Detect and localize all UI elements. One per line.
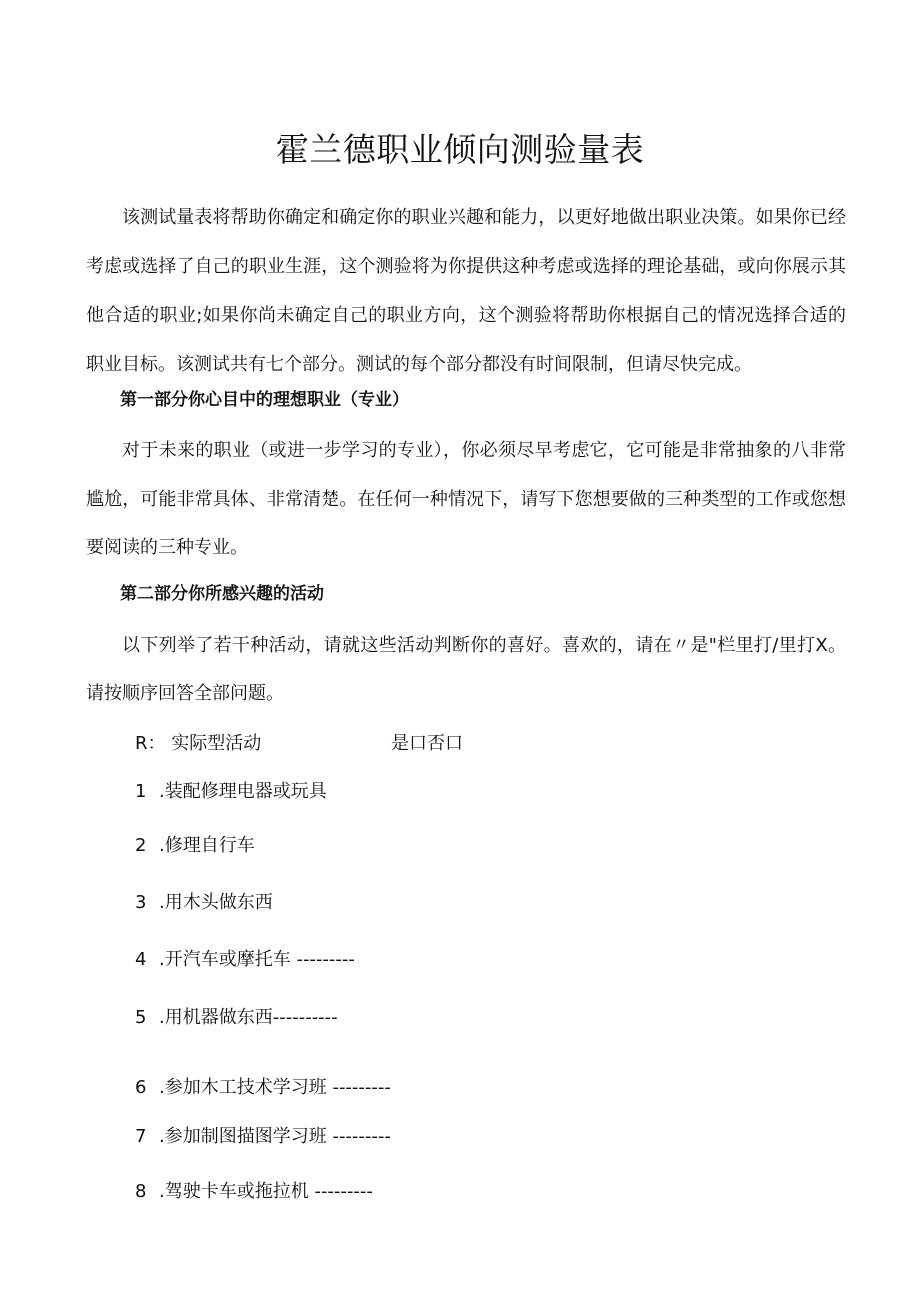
section-r-options: 是口否口 bbox=[391, 733, 463, 754]
item-text: .开汽车或摩托车 --------- bbox=[159, 949, 355, 970]
list-item bbox=[135, 891, 273, 915]
list-item bbox=[135, 1125, 391, 1149]
item-number: 7 bbox=[135, 1126, 147, 1147]
part1-body: 对于未来的职业（或进一步学习的专业），你必须尽早考虑它，它可能是非常抽象的八非常尴尬，可能非常具体、非常清楚。在任何一种情况下，请写下您想要做的三种类型的工作或您想要阅读的三种专业。 bbox=[86, 440, 846, 558]
part1-heading: 第一部分你心目中的理想职业（专业） bbox=[120, 390, 409, 410]
intro-paragraph: 该测试量表将帮助你确定和确定你的职业兴趣和能力，以更好地做出职业决策。如果你已经考虑或选择了自己的职业生涯，这个测验将为你提供这种考虑或选择的理论基础，或向你展示其他合适的职业;如果你尚未确定自己的职业方向，这个测验将帮助你根据自己的情况选择合适的职业目标。该测试共有七个部分。测试的每个部分都没有时间限制，但请尽快完成。 bbox=[86, 207, 846, 375]
item-number: 3 bbox=[135, 892, 147, 913]
item-number: 4 bbox=[135, 949, 147, 970]
list-item bbox=[135, 780, 327, 804]
item-text: .装配修理电器或玩具 bbox=[159, 781, 327, 802]
item-number: 8 bbox=[135, 1181, 147, 1202]
item-number: 2 bbox=[135, 835, 147, 856]
part2-body: 以下列举了若干种活动，请就这些活动判断你的喜好。喜欢的，请在〃是"栏里打/里打X。请按顺序回答全部问题。 bbox=[86, 635, 846, 704]
item-text: .修理自行车 bbox=[159, 835, 255, 856]
section-r-label: R： 实际型活动 bbox=[135, 733, 262, 754]
page-title: 霍兰德职业倾向测验量表 bbox=[275, 130, 645, 169]
item-text: .参加制图描图学习班 --------- bbox=[159, 1126, 391, 1147]
item-number: 5 bbox=[135, 1007, 147, 1028]
item-number: 6 bbox=[135, 1077, 147, 1098]
list-item bbox=[135, 1076, 391, 1100]
item-text: .参加木工技术学习班 --------- bbox=[159, 1077, 391, 1098]
list-item bbox=[135, 948, 355, 972]
list-item bbox=[135, 1180, 373, 1204]
item-text: .用木头做东西 bbox=[159, 892, 273, 913]
item-text: .用机器做东西---------- bbox=[159, 1007, 338, 1028]
part2-heading: 第二部分你所感兴趣的活动 bbox=[120, 584, 324, 604]
list-item bbox=[135, 834, 255, 858]
list-item bbox=[135, 1006, 338, 1030]
item-number: 1 bbox=[135, 781, 147, 802]
item-text: .驾驶卡车或拖拉机 --------- bbox=[159, 1181, 373, 1202]
